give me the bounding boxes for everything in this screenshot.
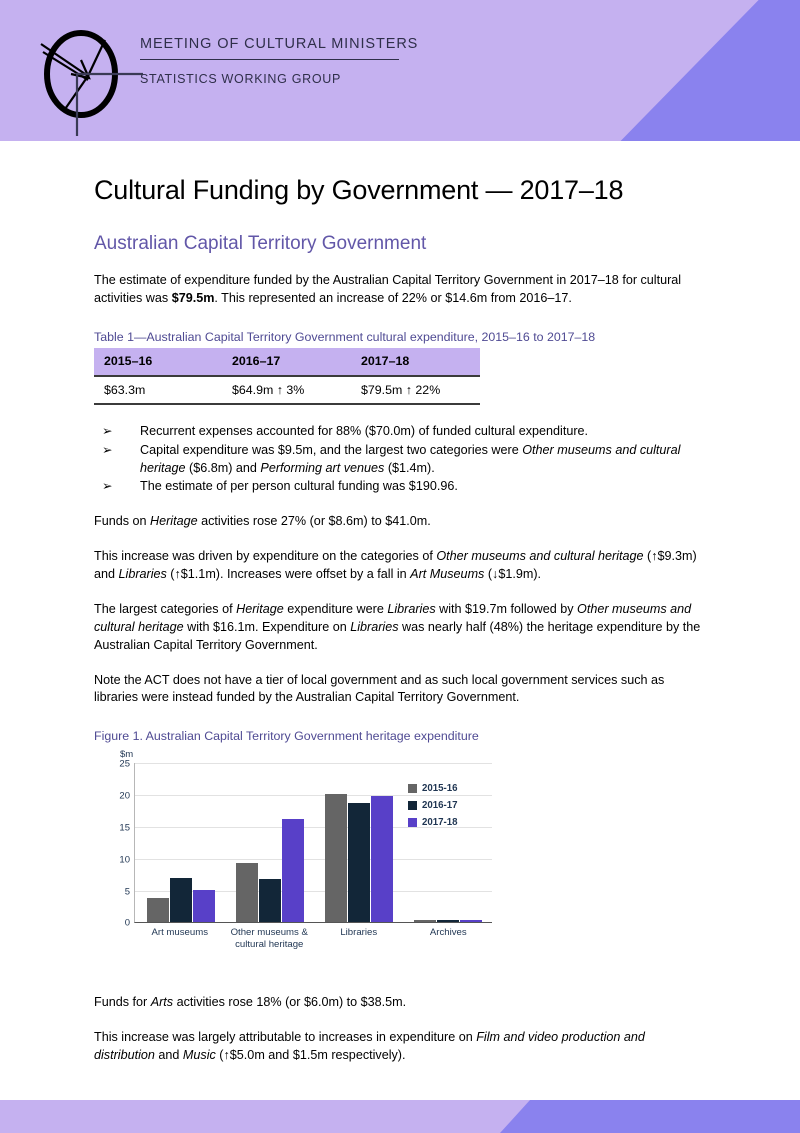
legend-item-2016-17 — [408, 800, 458, 811]
intro-part-1: The estimate of expenditure funded by the Australian Capital Territory Government in 2017–18 for cultural activities was — [94, 273, 682, 305]
legend-label: 2017-18 — [422, 817, 458, 829]
bar-2016-17 — [348, 803, 370, 922]
bar-2015-16 — [325, 794, 347, 922]
content-column — [94, 175, 708, 1065]
heritage-largest-paragraph: The largest categories of Heritage expenditure were Libraries with $19.7m followed by Other museums and cultural heritage with $16.1m. Expenditure on Libraries was nearly half (48%) the heritage expenditure by the Australian Capital Territory Government. — [94, 601, 701, 652]
page-title: Cultural Funding by Government — 2017–18 — [94, 175, 624, 205]
list-item — [94, 442, 708, 478]
intro-part-3: . This represented an increase of 22% or $14.6m from 2016–17. — [214, 290, 572, 305]
bar-2015-16 — [236, 863, 258, 923]
act-note-paragraph: Note the ACT does not have a tier of local government and as such local government services such as libraries were instead funded by the Australian Capital Territory Government. — [94, 672, 665, 705]
arrow-bullet-icon: ➢ — [102, 422, 113, 438]
header-banner — [0, 0, 800, 141]
footer-banner — [0, 1100, 800, 1133]
bar-group-art-museums — [136, 763, 225, 922]
header-org-line2: STATISTICS WORKING GROUP — [140, 72, 342, 86]
cultural-expenditure-table — [94, 348, 480, 405]
arrow-bullet-icon: ➢ — [102, 441, 113, 457]
legend-label: 2015-16 — [422, 783, 458, 795]
ytick-label: 0 — [124, 917, 130, 929]
table-row — [94, 376, 480, 404]
list-item-text: Recurrent expenses accounted for 88% ($70.0m) of funded cultural expenditure. — [140, 423, 589, 438]
arrow-bullet-icon: ➢ — [102, 478, 113, 494]
list-item — [94, 478, 708, 496]
ytick-label: 10 — [119, 854, 130, 866]
header-accent-wedge — [570, 0, 800, 141]
bar-2016-17 — [170, 878, 192, 922]
list-item-text: The estimate of per person cultural funding was $190.96. — [140, 479, 458, 494]
bar-group-other-museums — [225, 763, 314, 922]
figure-caption: Figure 1. Australian Capital Territory Government heritage expenditure — [94, 729, 479, 744]
table-cell-2015-16: $63.3m — [94, 376, 222, 404]
list-item — [94, 423, 708, 441]
ytick-label: 15 — [119, 822, 130, 834]
chart-x-axis-labels — [135, 927, 493, 951]
chart-unit-label: $m — [120, 749, 134, 761]
legend-label: 2016-17 — [422, 800, 458, 812]
legend-swatch-icon — [408, 801, 417, 810]
bar-group-libraries — [314, 763, 403, 922]
heritage-drivers-paragraph: This increase was driven by expenditure on the categories of Other museums and cultural heritage (↑$9.3m) and Libraries (↑$1.1m). Increases were offset by a fall in Art Museums (↓$1.9m). — [94, 549, 697, 581]
bar-2016-17 — [259, 879, 281, 923]
ytick-label: 25 — [119, 758, 130, 770]
chart-legend — [408, 783, 458, 834]
bar-2017-18 — [371, 796, 393, 922]
table-header-2016-17: 2016–17 — [222, 348, 351, 376]
heritage-expenditure-chart — [102, 749, 502, 964]
legend-item-2017-18 — [408, 817, 458, 828]
ytick-label: 20 — [119, 790, 130, 802]
page-body — [0, 141, 800, 1065]
intro-paragraph — [94, 272, 708, 308]
bar-2017-18 — [460, 920, 482, 922]
intro-amount: $79.5m — [171, 290, 215, 305]
header-org-text — [140, 36, 560, 86]
legend-swatch-icon — [408, 818, 417, 827]
footer-accent-wedge — [500, 1100, 800, 1133]
table-header-2015-16: 2015–16 — [94, 348, 222, 376]
table-header-2017-18: 2017–18 — [351, 348, 480, 376]
table-cell-2016-17: $64.9m ↑ 3% — [222, 376, 351, 404]
list-item-text: Capital expenditure was $9.5m, and the largest two categories were Other museums and cultural heritage ($6.8m) and Performing art venues ($1.4m). — [140, 442, 681, 475]
bar-2017-18 — [282, 819, 304, 923]
xlabel-art-museums: Art museums — [151, 927, 208, 939]
table-caption: Table 1—Australian Capital Territory Government cultural expenditure, 2015–16 to 2017–18 — [94, 329, 596, 344]
arts-drivers-paragraph: This increase was largely attributable to increases in expenditure on Film and video production and distribution and Music (↑$5.0m and $1.5m respectively). — [94, 1030, 645, 1062]
table-header-row — [94, 348, 480, 376]
legend-item-2015-16 — [408, 783, 458, 794]
xlabel-other-museums: Other museums & cultural heritage — [230, 927, 308, 951]
arts-rise-paragraph: Funds for Arts activities rose 18% (or $6.0m) to $38.5m. — [94, 995, 407, 1010]
table-cell-2017-18: $79.5m ↑ 22% — [351, 376, 480, 404]
legend-swatch-icon — [408, 784, 417, 793]
header-org-line1: MEETING OF CULTURAL MINISTERS — [140, 36, 419, 52]
bar-2015-16 — [414, 920, 436, 922]
xlabel-libraries: Libraries — [340, 927, 378, 939]
bar-2015-16 — [147, 898, 169, 922]
heritage-rise-paragraph: Funds on Heritage activities rose 27% (or $8.6m) to $41.0m. — [94, 514, 431, 529]
mcm-logo-icon — [33, 26, 143, 136]
key-points-list — [94, 423, 708, 497]
ytick-label: 5 — [124, 886, 130, 898]
xlabel-archives: Archives — [429, 927, 467, 939]
page-subtitle: Australian Capital Territory Government — [94, 233, 427, 254]
bar-2017-18 — [193, 890, 215, 923]
bar-2016-17 — [437, 920, 459, 922]
